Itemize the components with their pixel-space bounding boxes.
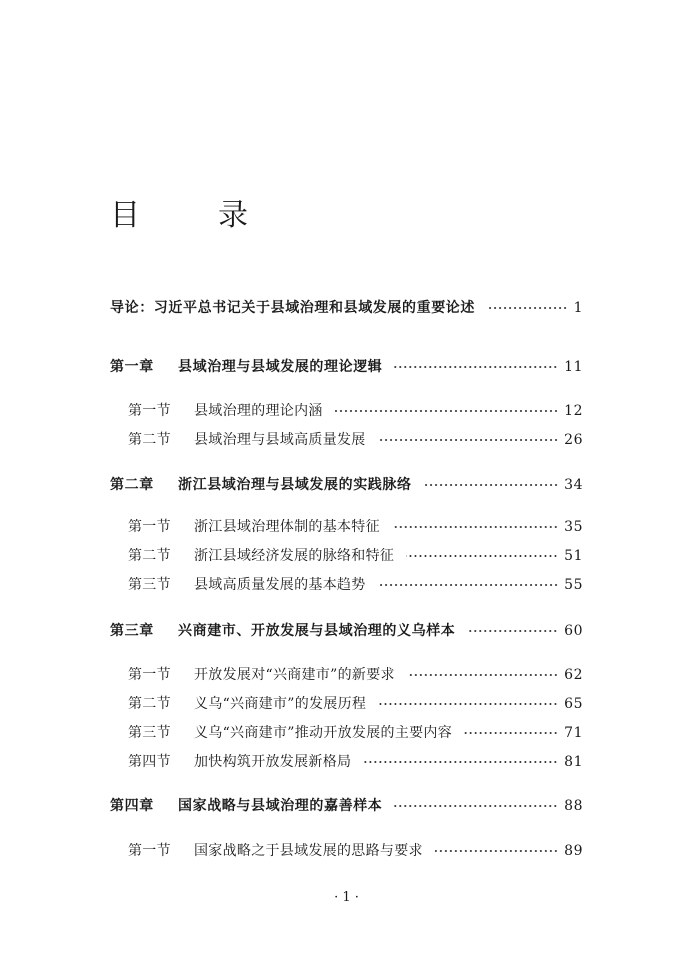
toc-entry-chapter-2[interactable] (110, 474, 583, 496)
toc-entry-page: 35 (564, 519, 583, 535)
dot-leader (394, 804, 558, 808)
toc-entry-page: 71 (564, 725, 583, 741)
toc-entry-section[interactable] (128, 574, 583, 596)
toc-entry-section[interactable] (128, 545, 583, 567)
toc-entry-label: 县域治理与县域发展的理论逻辑 (178, 359, 383, 375)
toc-entry-label: 县域高质量发展的基本趋势 (194, 577, 366, 593)
toc-entry-number: 第一章 (110, 359, 154, 375)
toc-entry-number: 第三节 (128, 725, 171, 741)
toc-entry-label: 浙江县域治理体制的基本特征 (194, 519, 380, 535)
toc-entry-number: 第二节 (128, 696, 171, 712)
dot-leader (407, 673, 558, 677)
toc-entry-label: 县域治理与县域高质量发展 (194, 432, 366, 448)
toc-entry-label: 县域治理的理论内涵 (194, 403, 323, 419)
toc-entry-chapter-4[interactable] (110, 795, 583, 817)
dot-leader (363, 760, 558, 764)
toc-entry-label: 兴商建市、开放发展与县域治理的义乌样本 (178, 623, 456, 639)
toc-entry-label: 浙江县域治理与县域发展的实践脉络 (178, 477, 412, 493)
toc-entry-chapter-1[interactable] (110, 356, 583, 378)
toc-entry-number: 第一节 (128, 519, 171, 535)
page-number: · 1 · (334, 890, 359, 905)
toc-entry-page: 60 (564, 623, 583, 639)
toc-entry-number: 第三章 (110, 623, 154, 639)
toc-entry-section[interactable] (128, 840, 583, 862)
toc-entry-number: 第一节 (128, 403, 171, 419)
toc-entry-page: 89 (564, 843, 583, 859)
dot-leader (406, 554, 558, 558)
toc-entry-label: 导论：习近平总书记关于县域治理和县域发展的重要论述 (110, 300, 475, 316)
toc-entry-number: 第二章 (110, 477, 154, 493)
dot-leader (378, 583, 559, 587)
toc-entry-number: 第一节 (128, 667, 171, 683)
toc-entry-number: 第三节 (128, 577, 171, 593)
toc-entry-page: 88 (564, 798, 583, 814)
toc-entry-number: 第四章 (110, 798, 154, 814)
dot-leader (487, 306, 568, 310)
toc-entry-section[interactable] (128, 400, 583, 422)
toc-entry-label: 国家战略之于县域发展的思路与要求 (194, 843, 423, 859)
toc-entry-label: 开放发展对“兴商建市”的新要求 (194, 667, 395, 683)
toc-entry-section[interactable] (128, 751, 583, 773)
toc-entry-chapter-3[interactable] (110, 620, 583, 642)
toc-entry-label: 义乌“兴商建市”推动开放发展的主要内容 (194, 725, 453, 741)
toc-entry-page: 11 (564, 359, 583, 375)
toc-entry-section[interactable] (128, 429, 583, 451)
toc-entry-section[interactable] (128, 516, 583, 538)
dot-leader (424, 483, 559, 487)
toc-entry-page: 26 (564, 432, 583, 448)
toc-entry-page: 81 (564, 754, 583, 770)
dot-leader (392, 525, 558, 529)
toc-entry-number: 第四节 (128, 754, 171, 770)
toc-entry-page: 1 (573, 300, 583, 316)
dot-leader (467, 629, 558, 633)
toc-entry-page: 51 (564, 548, 583, 564)
toc-entry-number: 第二节 (128, 432, 171, 448)
toc-entry-label: 加快构筑开放发展新格局 (194, 754, 352, 770)
toc-entry-label: 国家战略与县域治理的嘉善样本 (178, 798, 383, 814)
dot-leader (378, 702, 558, 706)
toc-entry-page: 55 (564, 577, 583, 593)
toc-title: 目 录 (110, 198, 272, 233)
toc-entry-page: 62 (564, 667, 583, 683)
dot-leader (464, 731, 558, 735)
toc-entry-label: 浙江县域经济发展的脉络和特征 (194, 548, 395, 564)
dot-leader (335, 409, 558, 413)
toc-entry-page: 34 (564, 477, 583, 493)
toc-entry-section[interactable] (128, 664, 583, 686)
toc-entry-section[interactable] (128, 722, 583, 744)
toc-entry-page: 65 (564, 696, 583, 712)
dot-leader (435, 849, 558, 853)
dot-leader (378, 438, 559, 442)
dot-leader (394, 365, 558, 369)
toc-entry-label: 义乌“兴商建市”的发展历程 (194, 696, 367, 712)
toc-entry-page: 12 (564, 403, 583, 419)
toc-entry-number: 第二节 (128, 548, 171, 564)
toc-entry-number: 第一节 (128, 843, 171, 859)
toc-entry-section[interactable] (128, 693, 583, 715)
toc-entry-intro[interactable] (110, 297, 583, 319)
